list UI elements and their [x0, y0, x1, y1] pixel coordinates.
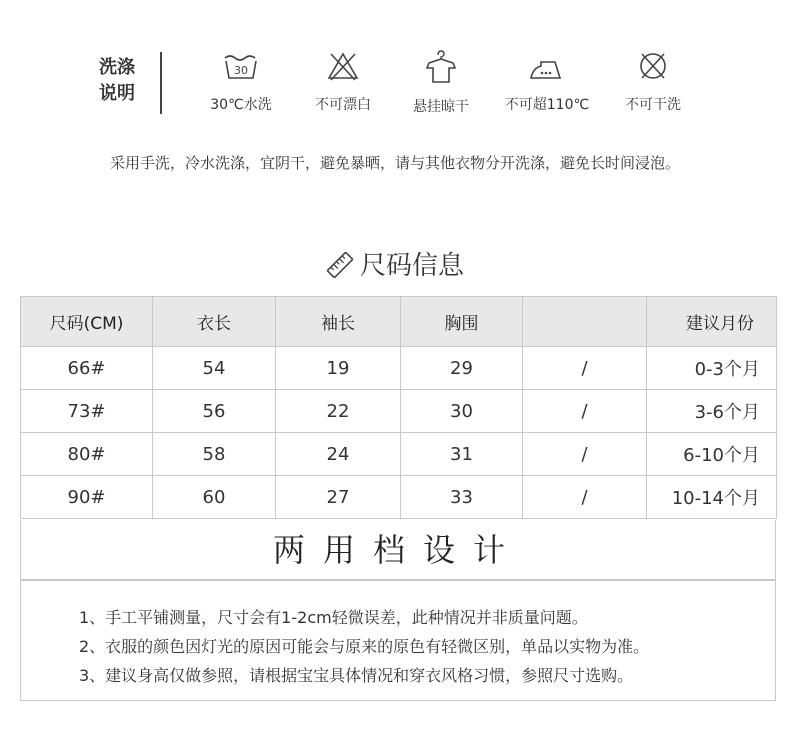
no-dry-clean-icon [633, 50, 673, 82]
cell-size: 80# [21, 433, 153, 476]
ruler-icon [326, 252, 354, 278]
care-label-hang-dry: 悬挂晾干 [413, 99, 469, 115]
cell-sleeve: 27 [276, 476, 401, 519]
cell-chest: 30 [401, 390, 523, 433]
cell-blank: / [523, 433, 647, 476]
care-title [92, 55, 142, 107]
header-age: 建议月份 [647, 297, 777, 347]
cell-chest: 33 [401, 476, 523, 519]
design-title: 两用档设计 [20, 520, 776, 580]
cell-chest: 31 [401, 433, 523, 476]
cell-sleeve: 19 [276, 347, 401, 390]
care-label-wash: 30℃水洗 [210, 97, 272, 113]
cell-length: 54 [153, 347, 276, 390]
care-item-iron [497, 50, 597, 114]
no-bleach-icon [323, 50, 363, 82]
cell-length: 58 [153, 433, 276, 476]
cell-length: 60 [153, 476, 276, 519]
note-item: 2、衣服的颜色因灯光的原因可能会与原来的原色有轻微区别，单品以实物为准。 [79, 637, 650, 656]
cell-age: 10-14个月 [647, 476, 777, 519]
hang-dry-icon [421, 50, 461, 84]
header-chest: 胸围 [401, 297, 523, 347]
cell-size: 90# [21, 476, 153, 519]
note-item: 1、手工平铺测量，尺寸会有1-2cm轻微误差，此种情况并非质量问题。 [79, 608, 588, 627]
cell-blank: / [523, 347, 647, 390]
care-title-line2: 说明 [99, 83, 135, 104]
cell-blank: / [523, 476, 647, 519]
table-row [21, 347, 777, 390]
care-divider [160, 52, 162, 114]
cell-blank: / [523, 390, 647, 433]
care-item-wash [191, 50, 291, 114]
table-row [21, 476, 777, 519]
cell-age: 0-3个月 [647, 347, 777, 390]
care-item-hang-dry [391, 50, 491, 116]
size-info-title [0, 245, 790, 282]
care-label-no-dry-clean: 不可干洗 [625, 97, 681, 113]
wash-temp-number: 30 [234, 64, 248, 77]
care-title-line1: 洗涤 [99, 57, 135, 78]
cell-age: 3-6个月 [647, 390, 777, 433]
header-blank [523, 297, 647, 347]
cell-sleeve: 22 [276, 390, 401, 433]
note-item: 3、建议身高仅做参照，请根据宝宝具体情况和穿衣风格习惯，参照尺寸选购。 [79, 666, 634, 685]
cell-size: 66# [21, 347, 153, 390]
cell-size: 73# [21, 390, 153, 433]
table-row [21, 433, 777, 476]
header-length: 衣长 [153, 297, 276, 347]
size-table-header [21, 297, 777, 347]
care-item-no-bleach [293, 50, 393, 114]
cell-length: 56 [153, 390, 276, 433]
care-label-iron: 不可超110℃ [504, 97, 590, 113]
header-sleeve: 袖长 [276, 297, 401, 347]
table-row [21, 390, 777, 433]
size-info-title-text: 尺码信息 [359, 251, 464, 281]
iron-110-icon [527, 50, 567, 82]
cell-chest: 29 [401, 347, 523, 390]
header-size: 尺码(CM) [21, 297, 153, 347]
care-item-no-dry-clean [603, 50, 703, 114]
cell-age: 6-10个月 [647, 433, 777, 476]
size-table [20, 296, 777, 519]
wash-30-icon [221, 50, 261, 82]
cell-sleeve: 24 [276, 433, 401, 476]
notes-box [20, 580, 776, 701]
care-label-no-bleach: 不可漂白 [315, 97, 371, 113]
wash-note: 采用手洗，冷水洗涤，宜阴干，避免暴晒，请与其他衣物分开洗涤，避免长时间浸泡。 [109, 154, 680, 172]
